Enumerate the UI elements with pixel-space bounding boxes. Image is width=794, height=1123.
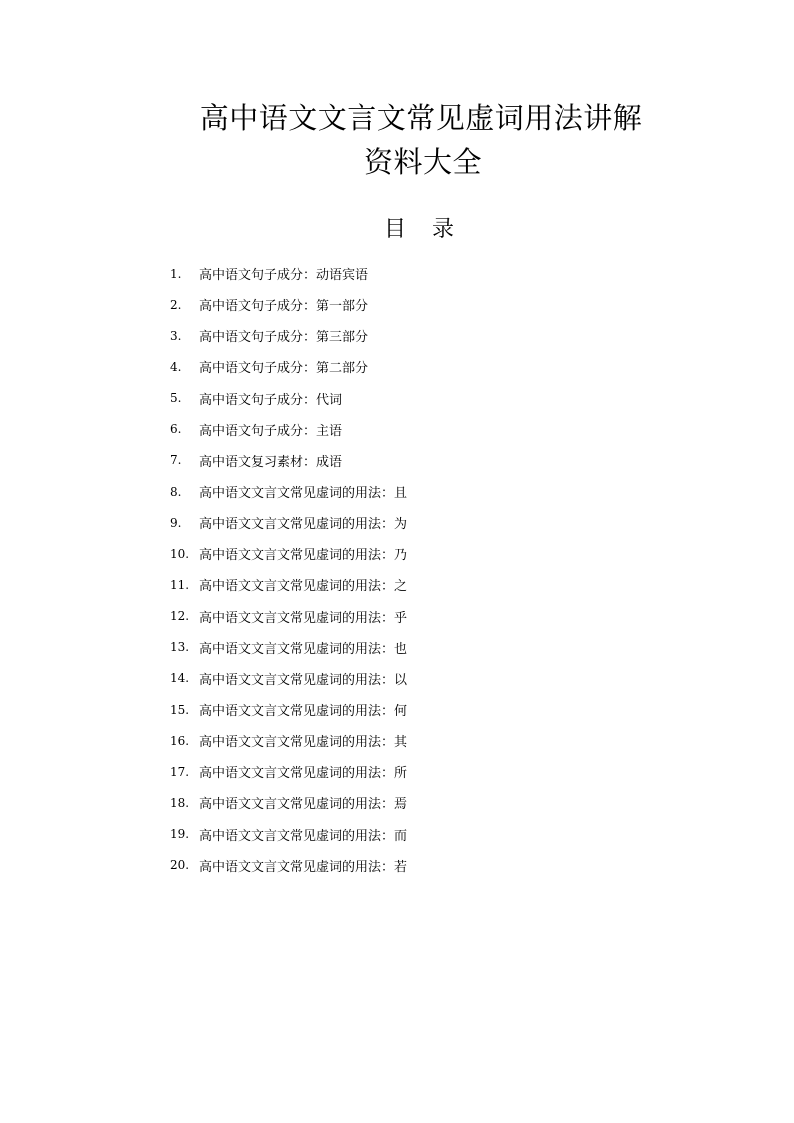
toc-item[interactable]	[170, 694, 407, 725]
table-of-contents	[170, 258, 407, 881]
toc-item-text: 高中语文文言文常见虚词的用法：所	[199, 766, 408, 782]
toc-item-text: 高中语文文言文常见虚词的用法：也	[199, 641, 408, 657]
toc-item[interactable]	[170, 351, 407, 382]
toc-item-number: 10.	[170, 546, 190, 561]
toc-item-text: 高中语文文言文常见虚词的用法：其	[199, 735, 408, 751]
toc-item-text: 高中语文文言文常见虚词的用法：乃	[199, 548, 408, 564]
toc-item[interactable]	[170, 850, 407, 881]
toc-item-text: 高中语文复习素材：成语	[199, 454, 343, 470]
toc-item-number: 18.	[170, 795, 190, 810]
toc-heading-right: 录	[432, 217, 455, 242]
toc-item-number: 3.	[170, 328, 182, 343]
toc-item[interactable]	[170, 538, 407, 569]
toc-item[interactable]	[170, 445, 407, 476]
toc-item-number: 14.	[170, 671, 190, 686]
document-title-line-1: 高中语文文言文常见虚词用法讲解	[199, 101, 643, 135]
toc-item-text: 高中语文句子成分：主语	[199, 423, 343, 439]
toc-item-text: 高中语文文言文常见虚词的用法：之	[199, 579, 408, 595]
toc-item-number: 2.	[170, 297, 182, 312]
toc-item[interactable]	[170, 476, 407, 507]
toc-item-text: 高中语文句子成分：第三部分	[199, 330, 369, 346]
toc-item-text: 高中语文文言文常见虚词的用法：何	[199, 704, 408, 720]
toc-item[interactable]	[170, 289, 407, 320]
toc-item-number: 17.	[170, 764, 190, 779]
toc-item-number: 8.	[170, 484, 182, 499]
toc-item[interactable]	[170, 320, 407, 351]
toc-item-number: 9.	[170, 515, 182, 530]
toc-item[interactable]	[170, 383, 407, 414]
toc-item[interactable]	[170, 569, 407, 600]
toc-item[interactable]	[170, 663, 407, 694]
toc-item-number: 11.	[170, 577, 190, 592]
toc-item-text: 高中语文文言文常见虚词的用法：乎	[199, 610, 408, 626]
toc-item-text: 高中语文句子成分：动语宾语	[199, 268, 369, 284]
toc-item[interactable]	[170, 819, 407, 850]
toc-item-number: 20.	[170, 858, 190, 873]
toc-item[interactable]	[170, 787, 407, 818]
toc-item-number: 4.	[170, 359, 182, 374]
toc-item-text: 高中语文文言文常见虚词的用法：且	[199, 486, 408, 502]
toc-item-number: 5.	[170, 391, 182, 406]
toc-item-number: 12.	[170, 609, 190, 624]
toc-item-text: 高中语文文言文常见虚词的用法：而	[199, 828, 408, 844]
toc-item-number: 1.	[170, 266, 182, 281]
toc-item-text: 高中语文文言文常见虚词的用法：以	[199, 672, 408, 688]
toc-item-text: 高中语文文言文常见虚词的用法：焉	[199, 797, 408, 813]
toc-item[interactable]	[170, 756, 407, 787]
toc-item[interactable]	[170, 632, 407, 663]
toc-item-text: 高中语文文言文常见虚词的用法：为	[199, 517, 408, 533]
toc-item[interactable]	[170, 414, 407, 445]
toc-item[interactable]	[170, 258, 407, 289]
toc-heading	[0, 215, 794, 245]
toc-item-number: 16.	[170, 733, 190, 748]
toc-item-number: 13.	[170, 640, 190, 655]
toc-item-text: 高中语文句子成分：第一部分	[199, 299, 369, 315]
toc-item-number: 6.	[170, 422, 182, 437]
toc-item-text: 高中语文文言文常见虚词的用法：若	[199, 859, 408, 875]
toc-item[interactable]	[170, 601, 407, 632]
toc-heading-left: 目	[383, 217, 406, 242]
toc-item-text: 高中语文句子成分：代词	[199, 392, 343, 408]
toc-item[interactable]	[170, 507, 407, 538]
toc-item-number: 15.	[170, 702, 190, 717]
toc-item-text: 高中语文句子成分：第二部分	[199, 361, 369, 377]
toc-item[interactable]	[170, 725, 407, 756]
toc-item-number: 19.	[170, 827, 190, 842]
document-title-line-2: 资料大全	[363, 145, 482, 179]
toc-item-number: 7.	[170, 453, 182, 468]
